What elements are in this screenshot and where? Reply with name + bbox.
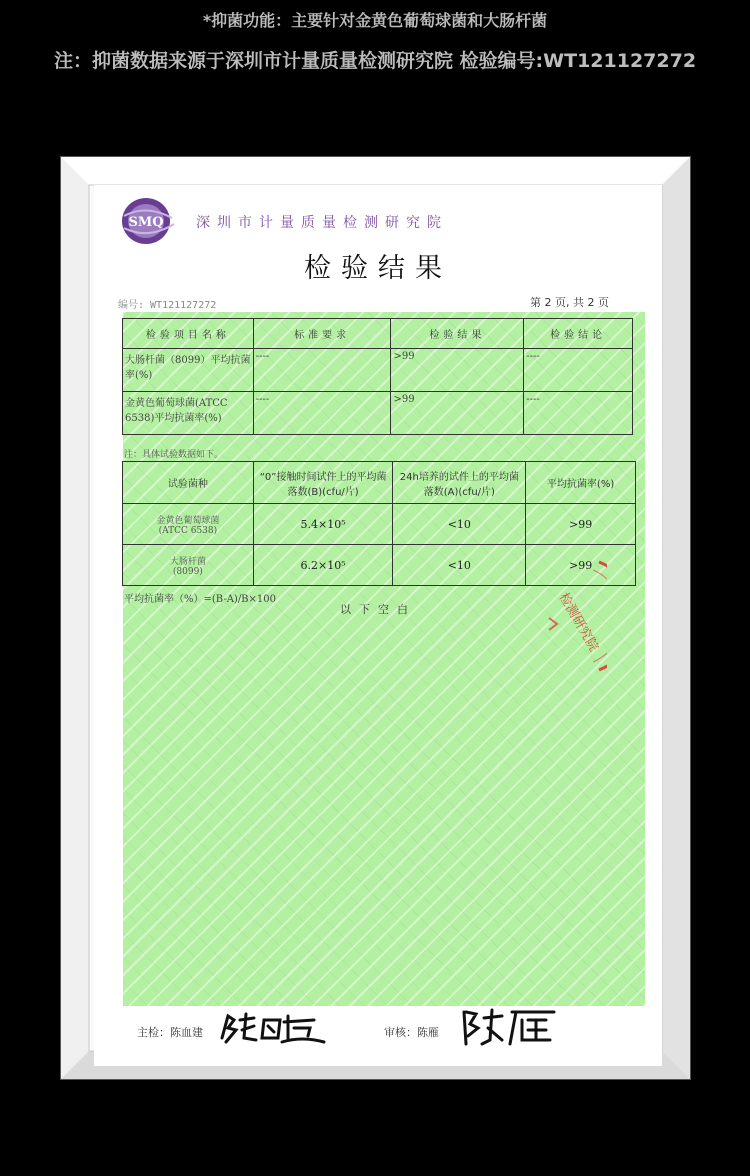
strain-name: 金黄色葡萄球菌 — [156, 515, 220, 526]
initial-count-cell: 6.2×10⁵ — [253, 545, 393, 586]
rate-formula: 平均抗菌率（%）=(B-A)/B×100 — [124, 594, 277, 605]
document-title: 检验结果 — [304, 253, 452, 284]
strain-code: (8099) — [172, 566, 203, 577]
inspector-label: 主检：陈血建 — [137, 1026, 203, 1039]
caption-data-source-note: 注：抑菌数据来源于深圳市计量质量检测研究院 检验编号:WT121127272 — [53, 50, 697, 72]
results-table-header — [123, 319, 633, 349]
test-data-note: 注：具体试验数据如下。 — [124, 450, 224, 460]
institute-name: 深圳市计量质量检测研究院 — [196, 215, 448, 231]
result-cell: >99 — [391, 392, 524, 435]
header-cell: 检验项目名称 — [123, 319, 254, 349]
final-count-cell: <10 — [393, 504, 526, 545]
smq-logo — [120, 196, 180, 246]
final-count-cell: <10 — [393, 545, 526, 586]
blank-below-text: 以下空白 — [340, 603, 416, 616]
inspector-signature — [218, 1008, 330, 1048]
header-cell: 检验结果 — [391, 319, 524, 349]
page-number: 第 2 页, 共 2 页 — [530, 296, 609, 309]
strain-cell — [123, 545, 254, 586]
item-cell: 金黄色葡萄球菌(ATCC 6538)平均抗菌率(%) — [123, 392, 254, 435]
red-official-stamp — [529, 556, 607, 676]
caption-antibacterial-function: *抑菌功能：主要针对金黄色葡萄球菌和大肠杆菌 — [202, 11, 548, 30]
stamp-text: 检测研究院 — [555, 590, 602, 655]
table-row — [123, 504, 636, 545]
test-data-header — [123, 462, 636, 504]
rate-cell: >99 — [526, 545, 636, 586]
header-cell: 平均抗菌率(%) — [526, 462, 636, 504]
initial-count-cell: 5.4×10⁵ — [253, 504, 393, 545]
results-table — [122, 318, 633, 435]
strain-code: (ATCC 6538) — [158, 525, 218, 536]
header-cell: 试验菌种 — [123, 462, 254, 504]
report-number: 编号: WT121127272 — [118, 300, 217, 311]
conclusion-cell: ---- — [524, 392, 633, 435]
strain-cell — [123, 504, 254, 545]
header-cell: “0”接触时间试件上的平均菌落数(B)(cfu/片) — [253, 462, 393, 504]
item-cell: 大肠杆菌（8099）平均抗菌率(%) — [123, 349, 254, 392]
logo-text: SMQ — [128, 215, 164, 230]
header-cell: 标准要求 — [253, 319, 391, 349]
conclusion-cell: ---- — [524, 349, 633, 392]
header-cell: 24h培养的试件上的平均菌落数(A)(cfu/片) — [393, 462, 526, 504]
result-cell: >99 — [391, 349, 524, 392]
reviewer-signature — [458, 1006, 558, 1048]
strain-name: 大肠杆菌 — [169, 556, 206, 567]
table-row — [123, 349, 633, 392]
rate-cell: >99 — [526, 504, 636, 545]
standard-cell: ---- — [253, 392, 391, 435]
standard-cell: ---- — [253, 349, 391, 392]
reviewer-label: 审核：陈雁 — [384, 1026, 439, 1039]
header-cell: 检验结论 — [524, 319, 633, 349]
table-row — [123, 392, 633, 435]
